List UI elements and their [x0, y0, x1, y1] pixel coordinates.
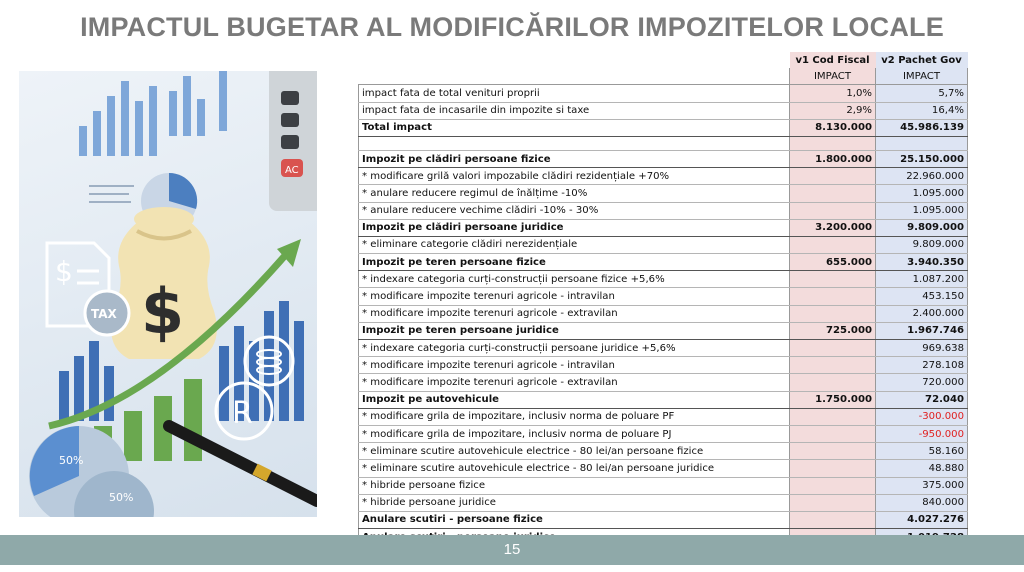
row-v2-value: 840.000: [876, 494, 968, 511]
row-label: impact fata de total venituri proprii: [359, 85, 790, 102]
row-v2-value: 48.880: [876, 460, 968, 477]
row-v1-value: [790, 408, 876, 425]
page-number: 15: [503, 541, 521, 558]
row-v2-value: 72.040: [876, 391, 968, 408]
table-row: [359, 408, 968, 425]
row-label: * modificare grila de impozitare, inclusiv norma de poluare PF: [359, 408, 790, 425]
row-v1-value: [790, 374, 876, 391]
row-v2-value: 16,4%: [876, 102, 968, 119]
row-v2-value: 45.986.139: [876, 119, 968, 136]
row-v1-value: [790, 494, 876, 511]
row-v2-value: 4.027.276: [876, 511, 968, 528]
row-v2-value: 969.638: [876, 340, 968, 357]
impact-table-grid: [358, 52, 968, 546]
row-v2-value: 1.095.000: [876, 202, 968, 219]
row-v1-value: 1,0%: [790, 85, 876, 102]
finance-illustration-graphic: [19, 71, 317, 517]
row-v1-value: 655.000: [790, 254, 876, 271]
header-row-sub: [359, 68, 968, 85]
row-v1-value: [790, 443, 876, 460]
row-label: * hibride persoane fizice: [359, 477, 790, 494]
row-label: * modificare impozite terenuri agricole - extravilan: [359, 374, 790, 391]
table-row: [359, 340, 968, 357]
header-v1-impact: IMPACT: [790, 68, 876, 85]
row-v2-value: 1.967.746: [876, 322, 968, 339]
row-v2-value: 1.095.000: [876, 185, 968, 202]
table-row: [359, 425, 968, 442]
row-v1-value: [790, 236, 876, 253]
table-row: [359, 494, 968, 511]
row-v2-value: 1.087.200: [876, 271, 968, 288]
table-row: [359, 168, 968, 185]
row-v1-value: [790, 460, 876, 477]
finance-illustration: [19, 71, 317, 517]
table-row: [359, 271, 968, 288]
row-label: Impozit pe teren persoane juridice: [359, 322, 790, 339]
table-row: [359, 136, 968, 150]
slide-title: IMPACTUL BUGETAR AL MODIFICĂRILOR IMPOZITELOR LOCALE: [80, 12, 944, 42]
row-label: impact fata de incasarile din impozite si taxe: [359, 102, 790, 119]
row-label: * anulare reducere regimul de înălțime -10%: [359, 185, 790, 202]
row-label: * modificare grilă valori impozabile clădiri rezidențiale +70%: [359, 168, 790, 185]
table-row: [359, 219, 968, 236]
row-v1-value: [790, 357, 876, 374]
table-row: [359, 374, 968, 391]
row-label: * eliminare scutire autovehicule electrice - 80 lei/an persoane fizice: [359, 443, 790, 460]
table-row: [359, 102, 968, 119]
row-v1-value: [790, 425, 876, 442]
table-row: [359, 236, 968, 253]
row-v1-value: 1.800.000: [790, 150, 876, 167]
row-label: [359, 136, 790, 150]
row-v2-value: 9.809.000: [876, 219, 968, 236]
table-row: [359, 254, 968, 271]
row-v2-value: 25.150.000: [876, 150, 968, 167]
row-v1-value: [790, 168, 876, 185]
table-row: [359, 185, 968, 202]
table-row: [359, 511, 968, 528]
row-v1-value: 725.000: [790, 322, 876, 339]
row-v1-value: 8.130.000: [790, 119, 876, 136]
row-label: * eliminare scutire autovehicule electrice - 80 lei/an persoane juridice: [359, 460, 790, 477]
row-label: Total impact: [359, 119, 790, 136]
row-v1-value: [790, 340, 876, 357]
table-row: [359, 391, 968, 408]
row-v2-value: 58.160: [876, 443, 968, 460]
header-empty-cell: [359, 52, 790, 68]
row-v2-value: 278.108: [876, 357, 968, 374]
table-row: [359, 85, 968, 102]
row-label: * modificare impozite terenuri agricole - intravilan: [359, 357, 790, 374]
row-v2-value: 453.150: [876, 288, 968, 305]
table-row: [359, 202, 968, 219]
header-row-top: [359, 52, 968, 68]
row-v2-value: 9.809.000: [876, 236, 968, 253]
impact-table: [358, 52, 967, 546]
dollar-sign-text: $: [141, 275, 185, 348]
row-label: * eliminare categorie clădiri nerezidențiale: [359, 236, 790, 253]
header-v2-label: v2 Pachet Gov: [876, 52, 968, 68]
row-v2-value: 22.960.000: [876, 168, 968, 185]
row-label: * modificare impozite terenuri agricole - extravilan: [359, 305, 790, 322]
row-v2-value: [876, 136, 968, 150]
header-v2-impact: IMPACT: [876, 68, 968, 85]
row-v2-value: 375.000: [876, 477, 968, 494]
row-label: Impozit pe teren persoane fizice: [359, 254, 790, 271]
slide-footer: [0, 535, 1024, 565]
row-label: Anulare scutiri - persoane fizice: [359, 511, 790, 528]
table-row: [359, 357, 968, 374]
row-v1-value: 2,9%: [790, 102, 876, 119]
row-label: Impozit pe clădiri persoane fizice: [359, 150, 790, 167]
table-row: [359, 288, 968, 305]
row-v1-value: [790, 185, 876, 202]
row-label: * modificare grila de impozitare, inclusiv norma de poluare PJ: [359, 425, 790, 442]
tax-badge-text: TAX: [91, 307, 117, 321]
row-v2-value: -300.000: [876, 408, 968, 425]
calculator-key-text: AC: [285, 165, 299, 176]
row-v1-value: [790, 305, 876, 322]
row-label: * modificare impozite terenuri agricole - intravilan: [359, 288, 790, 305]
row-v1-value: [790, 477, 876, 494]
header-sub-empty-cell: [359, 68, 790, 85]
row-v2-value: 5,7%: [876, 85, 968, 102]
table-row: [359, 443, 968, 460]
table-row: [359, 119, 968, 136]
table-row: [359, 477, 968, 494]
row-v1-value: [790, 202, 876, 219]
table-row: [359, 150, 968, 167]
document-dollar-text: $: [55, 255, 73, 288]
row-v1-value: 1.750.000: [790, 391, 876, 408]
row-label: * anulare reducere vechime clădiri -10% - 30%: [359, 202, 790, 219]
row-v1-value: [790, 136, 876, 150]
row-v2-value: -950.000: [876, 425, 968, 442]
pie-label-2: 50%: [109, 491, 134, 504]
row-label: * hibride persoane juridice: [359, 494, 790, 511]
table-row: [359, 305, 968, 322]
row-v2-value: 2.400.000: [876, 305, 968, 322]
pie-label-1: 50%: [59, 454, 84, 467]
registered-text: R: [232, 396, 253, 431]
row-v1-value: [790, 288, 876, 305]
header-v1-label: v1 Cod Fiscal: [790, 52, 876, 68]
table-row: [359, 460, 968, 477]
row-label: Impozit pe clădiri persoane juridice: [359, 219, 790, 236]
row-label: Impozit pe autovehicule: [359, 391, 790, 408]
row-v1-value: [790, 271, 876, 288]
row-label: * indexare categoria curți-construcții persoane fizice +5,6%: [359, 271, 790, 288]
row-v1-value: 3.200.000: [790, 219, 876, 236]
row-v2-value: 3.940.350: [876, 254, 968, 271]
row-v1-value: [790, 511, 876, 528]
row-v2-value: 720.000: [876, 374, 968, 391]
row-label: * indexare categoria curți-construcții persoane juridice +5,6%: [359, 340, 790, 357]
table-row: [359, 322, 968, 339]
